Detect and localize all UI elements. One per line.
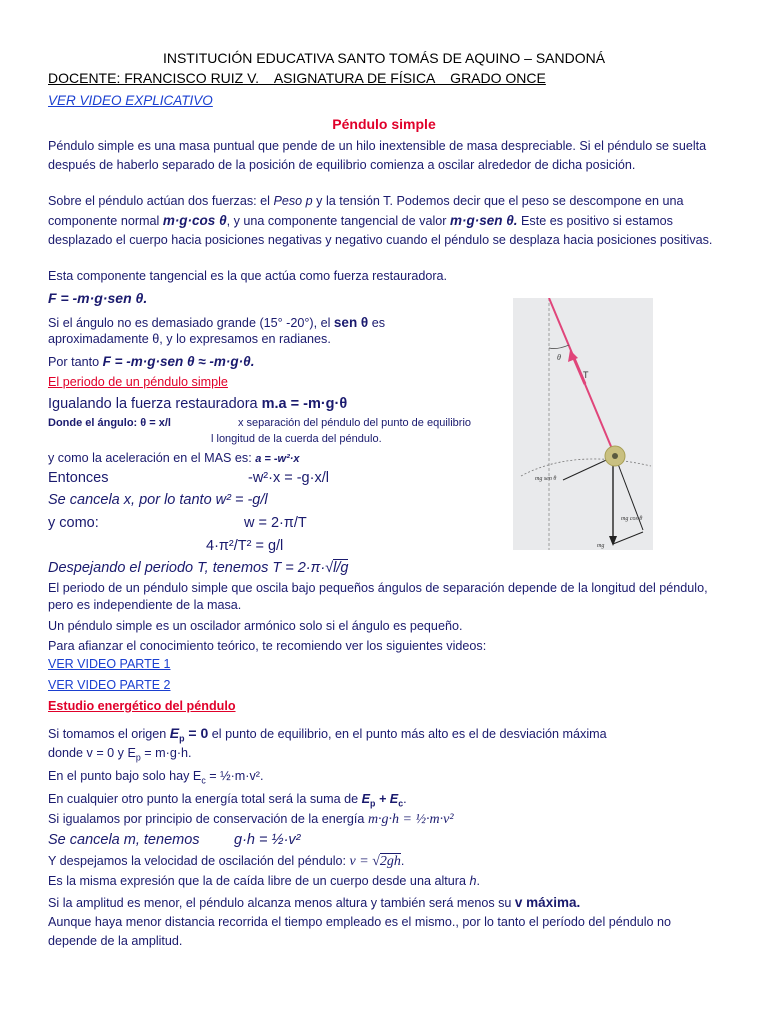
free-fall-line: Es la misma expresión que la de caída libre de un cuerpo desde una altura h.: [48, 874, 480, 888]
period-heading: El periodo de un péndulo simple: [48, 375, 228, 389]
video-part-1-link[interactable]: VER VIDEO PARTE 1: [48, 657, 171, 671]
amplitude-line: Si la amplitud es menor, el péndulo alcanza menos altura y también será menos su v máxima.: [48, 895, 581, 910]
kinetic-energy-line: En el punto bajo solo hay $E_c$ = ½·m·v².: [48, 769, 264, 786]
total-energy-line: En cualquier otro punto la energía total será la suma de $E_p + E_c$.: [48, 792, 407, 809]
bob-center: [612, 453, 618, 459]
cancel-x-line: Se cancela x, por lo tanto w² = -g/l: [48, 492, 268, 508]
intro-paragraph-1: Péndulo simple es una masa puntual que pende de un hilo inextensible de masa despreciable. Si el péndulo se suelta después de haberlo separado de la posición de equilibrio comienza a oscilar alrededor de dicha posición.: [48, 139, 707, 172]
mas-acceleration-line: y como la aceleración en el MAS es: a = -w²·x: [48, 451, 300, 465]
amplitude-conclusion: Aunque haya menor distancia recorrida el tiempo empleado es el mismo., por lo tanto el período del péndulo no depende de la amplitud.: [48, 915, 672, 948]
entonces-label: Entonces: [48, 470, 109, 486]
teacher-subject-line: DOCENTE: FRANCISCO RUIZ V. ASIGNATURA DE FÍSICA GRADO ONCE: [48, 70, 546, 86]
intro-paragraph-2: Sobre el péndulo actúan dos fuerzas: el Peso p y la tensión T. Podemos decir que el peso se descompone en una componente normal m·g·cos θ, y una componente tangencial de valor m·g·sen θ. Este es positivo si estamos desplazado el cuerpo hacia posiciones negativas y negativo cuando el péndulo se desplaza hacia posiciones positivas.: [48, 194, 713, 247]
energy-heading: Estudio energético del péndulo: [48, 699, 236, 713]
conservation-line: Si igualamos por principio de conservación de la energía m·g·h = ½·m·v²: [48, 812, 454, 827]
videos-recommendation: Para afianzar el conocimiento teórico, te recomiendo ver los siguientes videos:: [48, 639, 487, 653]
l-definition: l longitud de la cuerda del péndulo.: [211, 433, 382, 445]
pendulum-svg: [513, 298, 653, 550]
period-formula: Despejando el periodo T, tenemos T = 2·π·√l/g: [48, 560, 349, 576]
intro-paragraph-3: Esta componente tangencial es la que actúa como fuerza restauradora.: [48, 269, 448, 283]
x-definition: x separación del péndulo del punto de equilibrio: [238, 417, 472, 429]
entonces-equation: -w²·x = -g·x/l: [248, 470, 329, 486]
y-como-label: y como:: [48, 515, 99, 531]
force-equation: F = -m·g·sen θ.: [48, 290, 148, 306]
tangent-label: mg sen θ: [535, 476, 557, 482]
energy-origin-line: Si tomamos el origen $E_p = 0$ el punto de equilibrio, en el punto más alto es el de desviación máxima: [48, 725, 607, 744]
energy-max-line: donde v = 0 y $E_p = m\cdot g\cdot h$.: [48, 746, 192, 763]
component-closing-line: [613, 532, 643, 544]
period-conclusion: El periodo de un péndulo simple que oscila bajo pequeños ángulos de separación depende de la longitud del péndulo, pero es independiente de la masa.: [48, 581, 708, 612]
institution-title: INSTITUCIÓN EDUCATIVA SANTO TOMÁS DE AQUINO – SANDONÁ: [162, 50, 606, 66]
cancel-m-label: Se cancela m, tenemos: [48, 832, 200, 848]
small-angle-line-1: Si el ángulo no es demasiado grande (15° -20°), el sen θ es: [48, 315, 386, 330]
theta-label: θ: [557, 353, 561, 362]
trajectory-arc: [521, 459, 651, 476]
restoring-force-line: Igualando la fuerza restauradora m.a = -m·g·θ: [48, 396, 348, 412]
approximation-line: Por tanto F = -m·g·sen θ ≈ -m·g·θ.: [48, 354, 255, 369]
cancel-m-equation: g·h = ½·v²: [234, 832, 301, 848]
velocity-line: Y despejamos la velocidad de oscilación del péndulo: v = √2gh.: [48, 854, 405, 869]
harmonic-note: Un péndulo simple es un oscilador armónico solo si el ángulo es pequeño.: [48, 619, 463, 633]
period-relation: 4·π²/T² = g/l: [206, 538, 284, 554]
tension-label: T: [583, 370, 589, 380]
video-explicativo-link[interactable]: VER VIDEO EXPLICATIVO: [48, 93, 213, 108]
pendulum-diagram: [513, 298, 653, 550]
page-title: Péndulo simple: [332, 116, 436, 132]
normal-label: mg cos θ: [621, 516, 643, 522]
video-part-2-link[interactable]: VER VIDEO PARTE 2: [48, 678, 171, 692]
angle-definition: Donde el ángulo: θ = x/l: [48, 417, 171, 429]
tension-arrow-head: [568, 350, 578, 362]
angle-arc: [549, 345, 569, 349]
small-angle-line-2: aproximadamente θ, y lo expresamos en radianes.: [48, 332, 331, 346]
weight-label: mg: [597, 543, 605, 549]
omega-equation: w = 2·π/T: [244, 515, 307, 531]
weight-arrow-head: [609, 536, 617, 546]
